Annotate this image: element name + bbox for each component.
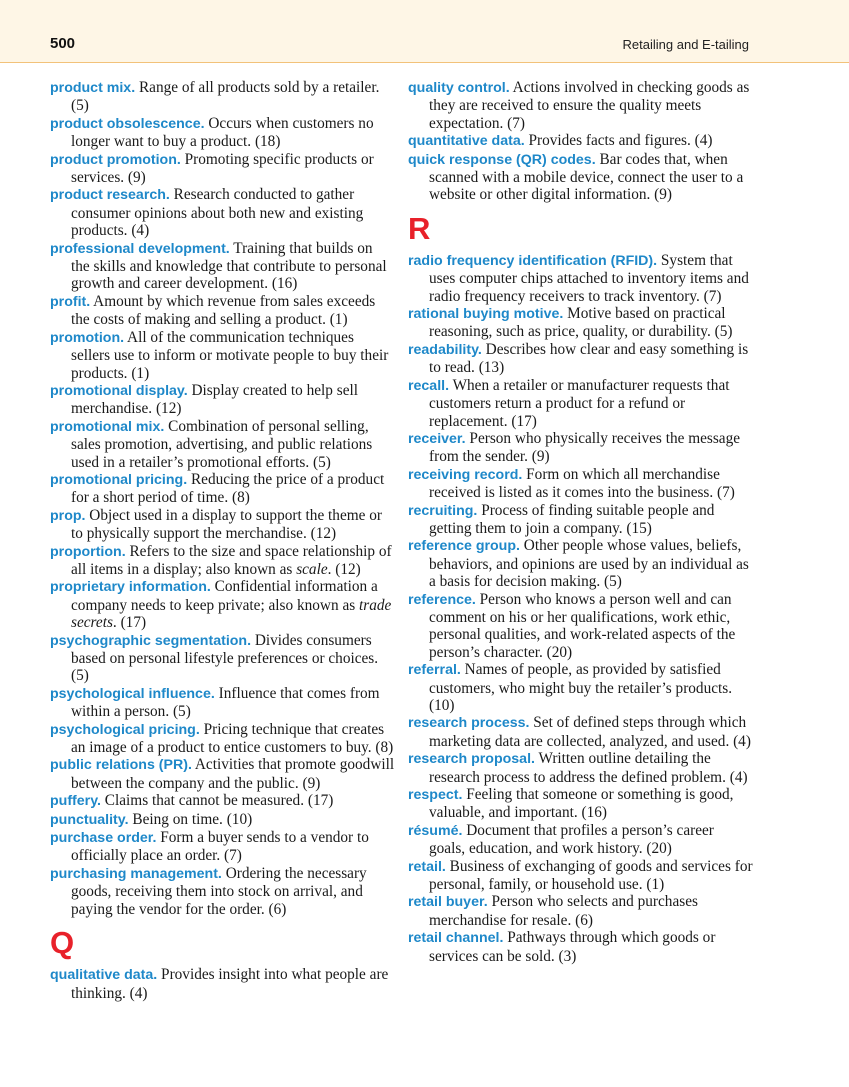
glossary-definition: Claims that cannot be measured. (17): [100, 792, 334, 810]
glossary-entry: [50, 293, 395, 329]
glossary-entry: [50, 865, 395, 918]
glossary-entry: [50, 578, 395, 631]
glossary-entry: [50, 966, 395, 1002]
glossary-definition: All of the communication techniques sellers use to inform or motivate people to buy their products. (1): [71, 328, 389, 382]
glossary-definition: Names of people, as provided by satisfied customers, who might buy the retailer’s products. (10): [429, 661, 733, 714]
glossary-term: purchase order.: [50, 830, 157, 847]
glossary-term: reference group.: [408, 538, 520, 555]
glossary-term: product obsolescence.: [50, 115, 205, 132]
glossary-term: recruiting.: [408, 502, 478, 519]
glossary-definition: Document that profiles a person’s career goals, education, and work history. (20): [429, 821, 714, 858]
glossary-entry: [50, 240, 395, 293]
glossary-term: retail channel.: [408, 930, 504, 947]
glossary-definition: Other people whose values, beliefs, behaviors, and opinions are used by an individual as a basis for decision making. (5): [429, 537, 749, 591]
glossary-definition: Form a buyer sends to a vendor to officially place an order. (7): [71, 829, 369, 865]
glossary-definition: Occurs when customers no longer want to buy a product. (18): [71, 114, 374, 151]
glossary-column-left: [50, 79, 395, 1002]
glossary-entry: [408, 252, 753, 305]
glossary-definition-end: . (17): [112, 614, 147, 632]
entry-list-q: [50, 966, 395, 1002]
glossary-definition: Person who selects and purchases merchandise for resale. (6): [429, 893, 698, 929]
glossary-term: rational buying motive.: [408, 306, 564, 323]
glossary-definition: Motive based on practical reasoning, such as price, quality, or durability. (5): [429, 305, 733, 341]
glossary-entry: [408, 132, 753, 150]
glossary-definition: Set of defined steps through which marketing data are collected, analyzed, and used. (4): [429, 714, 751, 750]
glossary-term: quick response (QR) codes.: [408, 151, 596, 168]
glossary-definition: When a retailer or manufacturer requests that customers return a product for a refund or replacement. (17): [429, 376, 730, 430]
glossary-definition-end: . (12): [327, 560, 361, 578]
glossary-definition: Reducing the price of a product for a short period of time. (8): [71, 470, 385, 507]
glossary-term: reference.: [408, 591, 476, 608]
glossary-term: puffery.: [50, 793, 101, 810]
glossary-entry: [50, 79, 395, 115]
glossary-definition: Range of all products sold by a retailer. (5): [71, 79, 380, 115]
glossary-entry: [408, 537, 753, 590]
glossary-entry: [50, 329, 395, 382]
glossary-entry: [50, 721, 395, 757]
glossary-definition: System that uses computer chips attached to inventory items and radio frequency receivers to track inventory. (7): [429, 251, 749, 305]
glossary-term: promotion.: [50, 329, 125, 346]
entry-list-p: [50, 79, 395, 918]
glossary-definition: Being on time. (10): [128, 810, 253, 828]
glossary-term: receiving record.: [408, 466, 523, 483]
entry-list-q-continued: [408, 79, 753, 204]
glossary-definition: Person who physically receives the message from the sender. (9): [429, 429, 741, 466]
glossary-term: qualitative data.: [50, 967, 158, 984]
glossary-term: retail.: [408, 858, 446, 875]
glossary-term: proprietary information.: [50, 579, 211, 596]
glossary-term: respect.: [408, 787, 463, 804]
glossary-entry: [408, 661, 753, 714]
entry-list-r: [408, 252, 753, 965]
glossary-term: promotional mix.: [50, 418, 165, 435]
glossary-definition: Divides consumers based on personal lifestyle preferences or choices. (5): [71, 631, 379, 685]
glossary-term: promotional pricing.: [50, 471, 188, 488]
glossary-term: readability.: [408, 341, 482, 358]
running-title: Retailing and E-tailing: [622, 37, 749, 52]
glossary-definition: Bar codes that, when scanned with a mobile device, connect the user to a website or other digital information. (9): [429, 150, 744, 204]
section-letter-r: R: [408, 210, 431, 246]
glossary-entry: [408, 591, 753, 662]
glossary-entry: [50, 115, 395, 151]
glossary-term: résumé.: [408, 822, 463, 839]
glossary-italic-term: trade secrets: [71, 596, 392, 632]
glossary-italic-term: scale: [296, 560, 328, 578]
page-number: 500: [50, 35, 76, 52]
glossary-term: proportion.: [50, 543, 126, 560]
glossary-definition: Actions involved in checking goods as they are received to ensure the quality meets expectation. (7): [429, 79, 750, 132]
glossary-entry: [50, 418, 395, 471]
glossary-entry: [408, 151, 753, 204]
glossary-definition: Refers to the size and space relationship of all items in a display; also known as: [71, 542, 392, 578]
glossary-definition: Describes how clear and easy something is to read. (13): [429, 340, 749, 377]
glossary-definition: Person who knows a person well and can comment on his or her qualifications, work ethic, personal qualities, and work-related aspects of the person’s character. (20): [429, 590, 736, 661]
glossary-definition: Confidential information a company needs to keep private; also known as: [71, 578, 378, 614]
glossary-definition: Research conducted to gather consumer opinions about both new and existing products. (4): [71, 186, 364, 240]
glossary-entry: [408, 893, 753, 929]
glossary-definition: Ordering the necessary goods, receiving them into stock on arrival, and paying the vendor for the order. (6): [71, 864, 367, 918]
glossary-term: retail buyer.: [408, 894, 488, 911]
glossary-entry: [408, 786, 753, 822]
glossary-term: referral.: [408, 662, 461, 679]
glossary-definition: Promoting specific products or services. (9): [71, 150, 374, 187]
glossary-definition: Training that builds on the skills and knowledge that contribute to personal growth and career development. (16): [71, 239, 387, 293]
glossary-definition: Provides insight into what people are thinking. (4): [71, 966, 389, 1002]
glossary-definition: Business of exchanging of goods and services for personal, family, or household use. (1): [429, 857, 753, 894]
glossary-definition: Pathways through which goods or services can be sold. (3): [429, 929, 716, 965]
section-letter-q: Q: [50, 925, 75, 961]
glossary-term: product research.: [50, 187, 170, 204]
page-header: [0, 0, 849, 63]
glossary-entry: [50, 471, 395, 507]
glossary-term: professional development.: [50, 240, 230, 257]
glossary-definition: Object used in a display to support the theme or to physically support the merchandise. (12): [71, 506, 382, 543]
glossary-entry: [408, 341, 753, 377]
glossary-definition: Feeling that someone or something is good, valuable, and important. (16): [429, 786, 734, 822]
glossary-entry: [408, 466, 753, 502]
glossary-entry: [408, 502, 753, 538]
glossary-term: research process.: [408, 715, 530, 732]
glossary-term: research proposal.: [408, 751, 535, 768]
glossary-entry: [408, 430, 753, 466]
glossary-term: quantitative data.: [408, 133, 525, 150]
glossary-term: punctuality.: [50, 811, 129, 828]
glossary-term: profit.: [50, 293, 91, 310]
glossary-definition: Form on which all merchandise received is listed as it comes into the business. (7): [429, 465, 735, 502]
glossary-term: prop.: [50, 507, 86, 524]
glossary-definition: Pricing technique that creates an image of a product to entice customers to buy. (8): [71, 720, 394, 757]
glossary-definition: Amount by which revenue from sales exceeds the costs of making and selling a product. (1): [71, 292, 376, 329]
glossary-entry: [408, 714, 753, 750]
glossary-entry: [408, 858, 753, 894]
glossary-entry: [50, 186, 395, 239]
glossary-definition: Combination of personal selling, sales promotion, advertising, and public relations used in a retailer’s promotional efforts. (5): [71, 417, 373, 471]
glossary-entry: [50, 811, 395, 829]
glossary-definition: Process of finding suitable people and getting them to join a company. (15): [429, 501, 715, 537]
glossary-entry: [50, 543, 395, 579]
glossary-term: psychological pricing.: [50, 721, 200, 738]
glossary-entry: [408, 377, 753, 430]
glossary-entry: [50, 685, 395, 721]
glossary-definition: Influence that comes from within a person. (5): [71, 684, 380, 721]
glossary-term: quality control.: [408, 80, 510, 96]
glossary-term: psychological influence.: [50, 685, 215, 702]
glossary-term: product mix.: [50, 80, 136, 96]
glossary-term: promotional display.: [50, 382, 188, 399]
glossary-entry: [50, 792, 395, 810]
glossary-entry: [408, 929, 753, 965]
glossary-entry: [408, 750, 753, 786]
glossary-entry: [50, 829, 395, 865]
glossary-entry: [50, 151, 395, 187]
glossary-term: purchasing management.: [50, 865, 222, 882]
glossary-entry: [50, 507, 395, 543]
glossary-definition: Provides facts and figures. (4): [524, 132, 713, 150]
glossary-term: public relations (PR).: [50, 757, 192, 774]
glossary-definition: Written outline detailing the research process to address the defined problem. (4): [429, 750, 748, 786]
glossary-term: product promotion.: [50, 151, 181, 168]
glossary-entry: [408, 79, 753, 132]
glossary-term: radio frequency identification (RFID).: [408, 252, 658, 269]
glossary-entry: [408, 305, 753, 341]
glossary-entry: [50, 632, 395, 685]
glossary-column-right: [408, 79, 753, 965]
glossary-term: receiver.: [408, 430, 466, 447]
glossary-definition: Activities that promote goodwill between the company and the public. (9): [71, 756, 395, 792]
glossary-entry: [408, 822, 753, 858]
glossary-term: recall.: [408, 377, 450, 394]
glossary-definition: Display created to help sell merchandise. (12): [71, 381, 359, 418]
glossary-entry: [50, 382, 395, 418]
glossary-term: psychographic segmentation.: [50, 632, 252, 649]
glossary-entry: [50, 756, 395, 792]
